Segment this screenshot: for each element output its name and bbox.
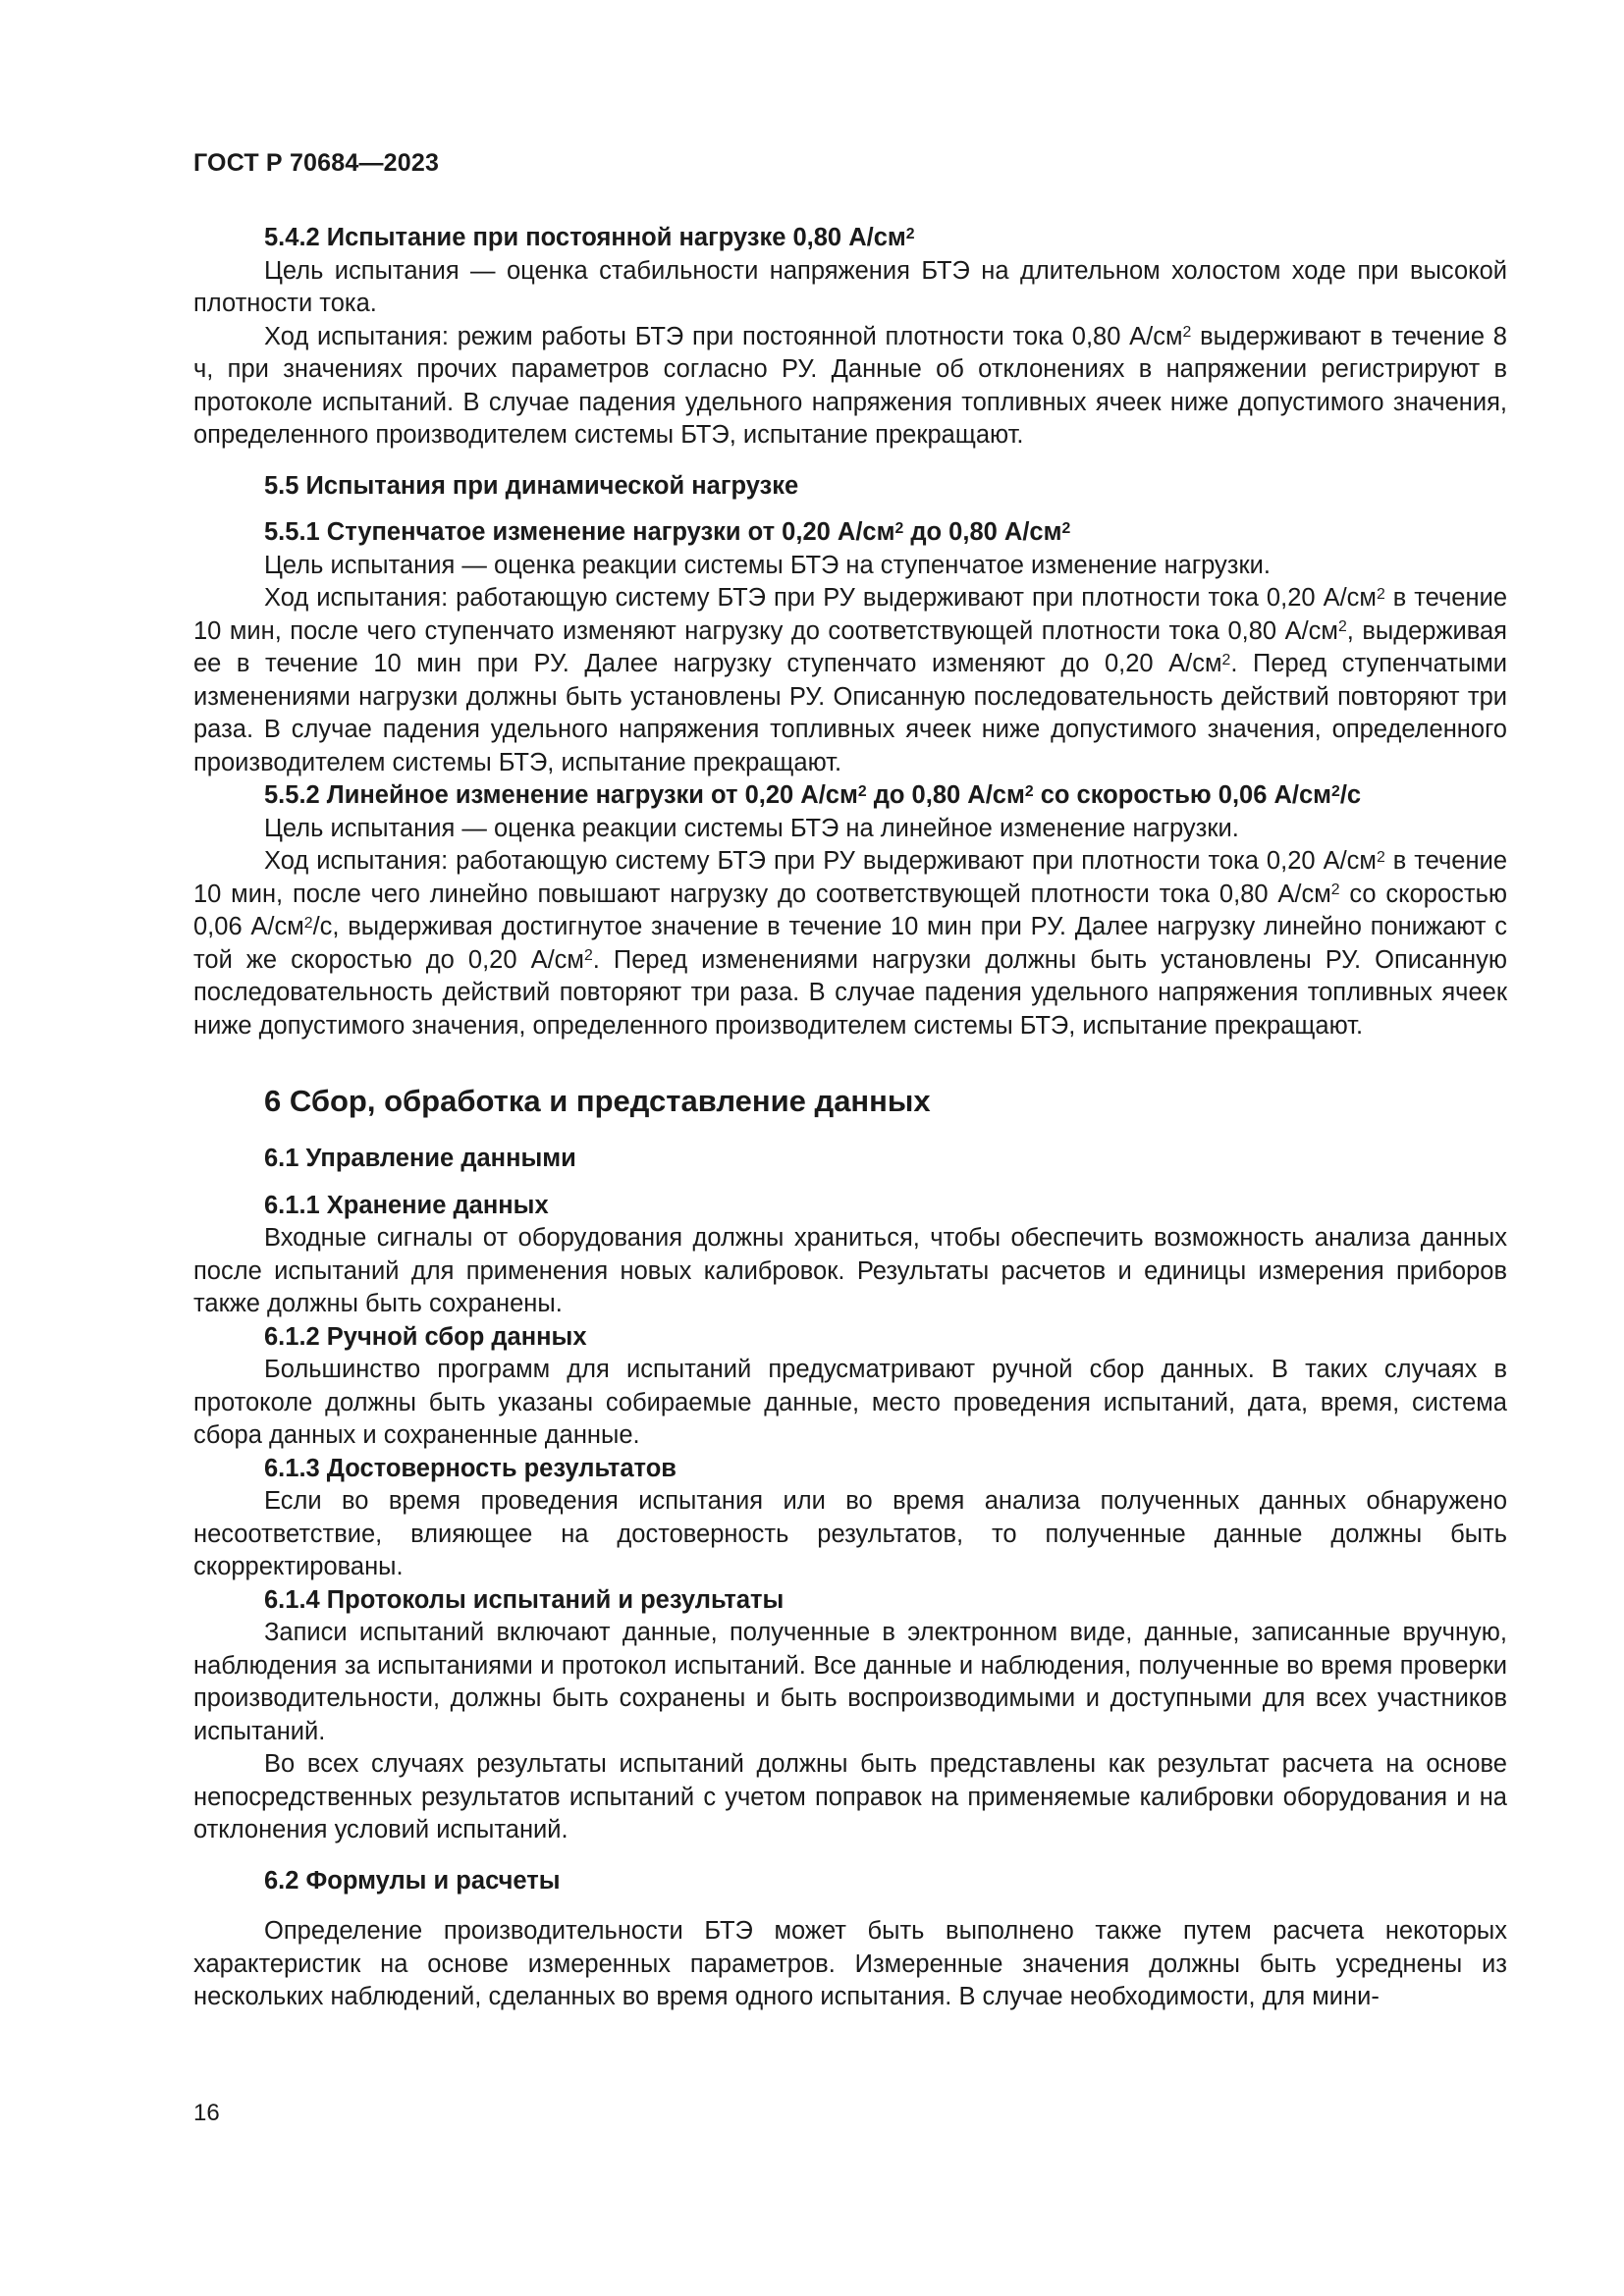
section-5-4-2-heading: 5.4.2 Испытание при постоянной нагрузке 0,80 $А/см^2$ [264, 224, 915, 251]
document-body [193, 222, 1507, 2014]
section-6-1-2-text: Большинство программ для испытаний предусматривают ручной сбор данных. В таких случаях в протоколе должны быть указаны собираемые данные, место проведения испытаний, дата, время, система сбора данных и сохраненные данные. [193, 1356, 1507, 1449]
section-6-1-2-heading: 6.1.2 Ручной сбор данных [264, 1322, 587, 1351]
section-5-5-2-heading: 5.5.2 Линейное изменение нагрузки от 0,20 $А/см^2$ до 0,80 $А/см^2$ со скоростью 0,06 $А/см^2/с$ [264, 781, 1362, 809]
section-6-1-4-text-1: Записи испытаний включают данные, полученные в электронном виде, данные, записанные вручную, наблюдения за испытаниями и протокол испытаний. Все данные и наблюдения, полученные во время проверки производительности, должны быть сохранены и быть воспроизводимыми и доступными для всех участников испытаний. [193, 1619, 1507, 1745]
document-header: ГОСТ Р 70684—2023 [193, 149, 440, 177]
page-number: 16 [193, 2100, 220, 2126]
section-6-1-4-text-2: Во всех случаях результаты испытаний должны быть представлены как результат расчета на основе непосредственных результатов испытаний с учетом поправок на применяемые калибровки оборудования и на отклонения условий испытаний. [193, 1750, 1507, 1843]
section-5-5-2-purpose: Цель испытания — оценка реакции системы БТЭ на линейное изменение нагрузки. [264, 814, 1239, 842]
section-6-1-3-text: Если во время проведения испытания или во время анализа полученных данных обнаружено несоответствие, влияющее на достоверность результатов, то полученные данные должны быть скорректированы. [193, 1487, 1507, 1580]
section-6-2-heading: 6.2 Формулы и расчеты [264, 1866, 561, 1895]
section-6-heading: 6 Сбор, обработка и представление данных [264, 1084, 931, 1118]
section-5-5-2-procedure: Ход испытания: работающую систему БТЭ при РУ выдерживают при плотности тока 0,20 $А/см^2$ в течение 10 мин, после чего линейно повышают нагрузку до соответствующей плотности тока 0,80 $А/см^2$ со скоростью 0,06 $А/см^2/с$, выдерживая достигнутое значение в течение 10 мин при РУ. Далее нагрузку линейно понижают с той же скоростью до 0,20 $А/см^2$. Перед изменениями нагрузки должны быть установлены РУ. Описанную последовательность действий повторяют три раза. В случае падения удельного напряжения топливных ячеек ниже допустимого значения, определенного производителем системы БТЭ, испытание прекращают. [193, 847, 1507, 1040]
section-6-1-heading: 6.1 Управление данными [264, 1145, 576, 1172]
section-6-1-1-text: Входные сигналы от оборудования должны храниться, чтобы обеспечить возможность анализа данных после испытаний для применения новых калибровок. Результаты расчетов и единицы измерения приборов также должны быть сохранены. [193, 1224, 1507, 1317]
section-5-4-2-procedure: Ход испытания: режим работы БТЭ при постоянной плотности тока 0,80 $А/см^2$ выдерживают в течение 8 ч, при значениях прочих параметров согласно РУ. Данные об отклонениях в напряжении регистрируют в протоколе испытаний. В случае падения удельного напряжения топливных ячеек ниже допустимого значения, определенного производителем системы БТЭ, испытание прекращают. [193, 322, 1507, 449]
section-5-5-1-procedure: Ход испытания: работающую систему БТЭ при РУ выдерживают при плотности тока 0,20 $А/см^2$ в течение 10 мин, после чего ступенчато изменяют нагрузку до соответствующей плотности тока 0,80 $А/см^2$, выдерживая ее в течение 10 мин при РУ. Далее нагрузку ступенчато изменяют до 0,20 $А/см^2$. Перед ступенчатыми изменениями нагрузки должны быть установлены РУ. Описанную последовательность действий повторяют три раза. В случае падения удельного напряжения топливных ячеек ниже допустимого значения, определенного производителем системы БТЭ, испытание прекращают. [193, 584, 1507, 776]
section-6-1-4-heading: 6.1.4 Протоколы испытаний и результаты [264, 1585, 785, 1614]
section-5-5-heading: 5.5 Испытания при динамической нагрузке [264, 471, 799, 500]
section-6-2-text: Определение производительности БТЭ может быть выполнено также путем расчета некоторых характеристик на основе измеренных параметров. Измеренные значения должны быть усреднены из нескольких наблюдений, сделанных во время одного испытания. В случае необходимости, для мини- [193, 1917, 1507, 2010]
section-6-1-1-heading: 6.1.1 Хранение данных [264, 1191, 549, 1219]
section-6-1-3-heading: 6.1.3 Достоверность результатов [264, 1454, 677, 1482]
section-5-5-1-heading: 5.5.1 Ступенчатое изменение нагрузки от 0,20 $А/см^2$ до 0,80 $А/см^2$ [264, 518, 1071, 546]
section-5-4-2-purpose: Цель испытания — оценка стабильности напряжения БТЭ на длительном холостом ходе при высокой плотности тока. [193, 256, 1507, 317]
section-5-5-1-purpose: Цель испытания — оценка реакции системы БТЭ на ступенчатое изменение нагрузки. [264, 551, 1271, 579]
